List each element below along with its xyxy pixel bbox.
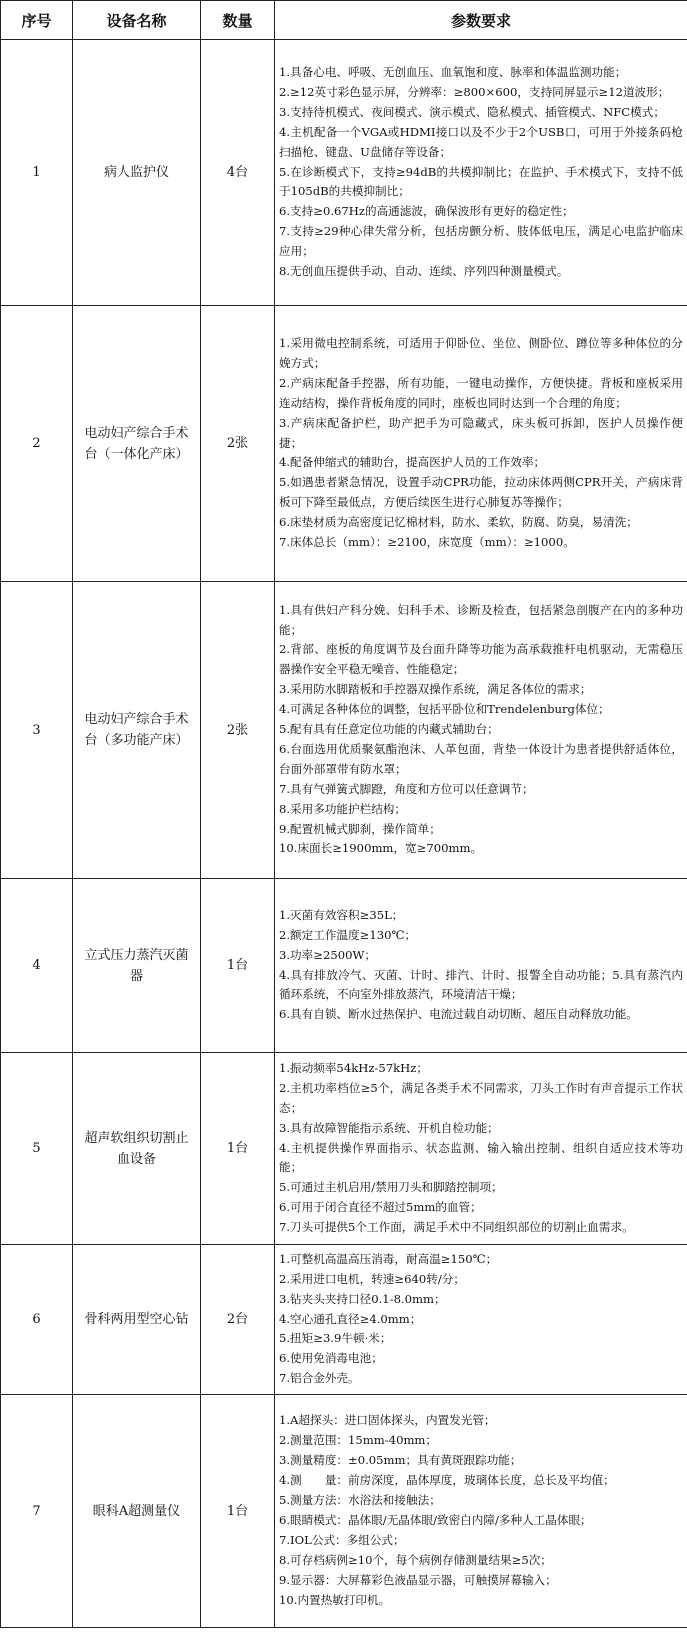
table-row	[1, 40, 687, 306]
requirement-item: 7.具有气弹簧式脚蹬，角度和方位可以任意调节；	[279, 781, 534, 796]
requirement-item: 4.可满足各种体位的调整，包括平卧位和Trendelenburg体位；	[279, 702, 610, 717]
requirement-item: 2.≥12英寸彩色显示屏，分辨率：≥800×600，支持同屏显示≥12道波形；	[279, 84, 670, 99]
requirement-item: 4.测 量：前房深度，晶体厚度，玻璃体长度，总长及平均值；	[279, 1473, 615, 1488]
row-requirements	[275, 306, 687, 582]
row-name: 眼科A超测量仪	[73, 1395, 201, 1628]
requirement-item: 5.在诊断模式下，支持≥94dB的共模抑制比；在监护、手术模式下，支持不低于105dB的共模抑制比；	[279, 164, 683, 199]
requirement-item: 4.具有排放冷气、灭菌、计时、排汽、计时、报警全自动功能；5.具有蒸汽内循环系统，不向室外排放蒸汽，环境清洁干燥；	[279, 967, 683, 1002]
row-index: 1	[1, 40, 73, 306]
requirement-item: 8.采用多功能护栏结构；	[279, 801, 406, 816]
requirement-item: 1.灭菌有效容积≥35L；	[279, 907, 404, 922]
header-row	[1, 1, 687, 40]
requirement-item: 6.眼睛模式：晶体眼/无晶体眼/致密白内障/多种人工晶体眼；	[279, 1513, 592, 1527]
header-requirements: 参数要求	[275, 1, 687, 40]
requirement-item: 1.可整机高温高压消毒，耐高温≥150℃；	[279, 1251, 498, 1266]
table-row	[1, 1245, 687, 1395]
requirement-item: 6.使用免消毒电池；	[279, 1351, 383, 1366]
row-qty: 2张	[201, 306, 275, 582]
requirement-item: 3.功率≥2500W；	[279, 947, 376, 962]
table-row	[1, 306, 687, 582]
requirement-item: 4.空心通孔直径≥4.0mm；	[279, 1311, 422, 1326]
requirement-item: 2.背部、座板的角度调节及台面升降等功能为高承载推杆电机驱动，无需稳压器操作安全平稳无噪音、性能稳定；	[279, 642, 683, 677]
requirement-item: 10.内置热敏打印机。	[279, 1592, 391, 1607]
header-name: 设备名称	[73, 1, 201, 40]
table-row	[1, 879, 687, 1053]
requirement-item: 5.如遇患者紧急情况，设置手动CPR功能，拉动床体两侧CPR开关，产病床背板可下降至最低点，方便后续医生进行心肺复苏等操作；	[279, 475, 683, 510]
requirement-item: 3.采用防水脚踏板和手控器双操作系统，满足各体位的需求；	[279, 682, 592, 697]
table-row	[1, 1395, 687, 1628]
requirement-item: 7.支持≥29种心律失常分析，包括房颤分析、肢体低电压，满足心电监护临床应用；	[279, 224, 683, 259]
requirement-item: 1.采用微电控制系统，可适用于仰卧位、坐位、侧卧位、蹲位等多种体位的分娩方式；	[279, 336, 683, 370]
requirement-item: 2.主机功率档位≥5个，满足各类手术不同需求，刀头工作时有声音提示工作状态；	[279, 1080, 683, 1115]
row-name: 超声软组织切割止血设备	[73, 1053, 201, 1245]
row-index: 4	[1, 879, 73, 1053]
requirement-item: 3.钻夹头夹持口径0.1-8.0mm；	[279, 1291, 446, 1306]
header-qty: 数量	[201, 1, 275, 40]
row-requirements	[275, 582, 687, 879]
requirement-item: 4.主机配备一个VGA或HDMI接口以及不少于2个USB口，可用于外接条码枪扫描枪、键盘、U盘储存等设备；	[279, 124, 683, 159]
requirement-item: 7.IOL公式：多组公式；	[279, 1532, 405, 1547]
row-name: 电动妇产综合手术台（一体化产床）	[73, 306, 201, 582]
requirement-item: 2.采用进口电机，转速≥640转/分；	[279, 1271, 465, 1286]
requirement-item: 3.产病床配备护栏，助产把手为可隐藏式，床头板可拆卸，医护人员操作便捷；	[279, 415, 683, 450]
requirement-item: 4.配备伸缩式的辅助台，提高医护人员的工作效率；	[279, 455, 546, 470]
requirement-item: 6.可用于闭合直径不超过5mm的血管；	[279, 1200, 482, 1215]
requirement-item: 7.刀头可提供5个工作面，满足手术中不同组织部位的切割止血需求。	[279, 1220, 634, 1235]
row-requirements	[275, 1245, 687, 1395]
row-qty: 2张	[201, 582, 275, 879]
requirement-item: 8.可存档病例≥10个，每个病例存储测量结果≥5次；	[279, 1552, 552, 1567]
requirement-item: 3.具有故障智能指示系统、开机自检功能；	[279, 1120, 499, 1135]
row-name: 立式压力蒸汽灭菌器	[73, 879, 201, 1053]
row-qty: 1台	[201, 879, 275, 1053]
requirement-item: 5.可通过主机启用/禁用刀头和脚踏控制项；	[279, 1180, 503, 1195]
requirement-item: 3.支持待机模式、夜间模式、演示模式、隐私模式、插管模式、NFC模式；	[279, 104, 665, 119]
table-body	[1, 40, 687, 1628]
requirement-item: 5.扭矩≥3.9牛顿·米；	[279, 1331, 392, 1346]
row-qty: 4台	[201, 40, 275, 306]
header-index: 序号	[1, 1, 73, 40]
requirement-item: 7.铝合金外壳。	[279, 1371, 360, 1386]
row-index: 5	[1, 1053, 73, 1245]
row-index: 6	[1, 1245, 73, 1395]
requirement-item: 7.床体总长（mm）：≥2100，床宽度（mm）：≥1000。	[279, 535, 575, 550]
requirement-item: 1.具备心电、呼吸、无创血压、血氧饱和度、脉率和体温监测功能；	[279, 65, 627, 80]
row-index: 7	[1, 1395, 73, 1628]
row-requirements	[275, 1395, 687, 1628]
requirement-item: 6.台面选用优质聚氨酯泡沫、人革包面，背垫一体设计为患者提供舒适体位，台面外部罩带有防水罩；	[279, 741, 683, 776]
row-name: 电动妇产综合手术台（多功能产床）	[73, 582, 201, 879]
requirement-item: 6.床垫材质为高密度记忆棉材料，防水、柔软，防腐、防臭，易清洗；	[279, 515, 638, 530]
row-name: 骨科两用型空心钻	[73, 1245, 201, 1395]
row-index: 2	[1, 306, 73, 582]
requirement-item: 1.具有供妇产科分娩、妇科手术、诊断及检查，包括紧急剖腹产在内的多种功能；	[279, 602, 683, 637]
requirement-item: 2.额定工作温度≥130℃；	[279, 927, 417, 942]
row-requirements	[275, 1053, 687, 1245]
requirement-item: 9.显示器：大屏幕彩色液晶显示器，可触摸屏幕输入；	[279, 1572, 557, 1587]
requirement-item: 3.测量精度：±0.05mm；具有黄斑跟踪功能；	[279, 1453, 522, 1468]
requirement-item: 1.振动频率54kHz-57kHz；	[279, 1060, 428, 1075]
row-qty: 1台	[201, 1053, 275, 1245]
requirement-item: 6.支持≥0.67Hz的高通滤波，确保波形有更好的稳定性；	[279, 204, 574, 219]
row-index: 3	[1, 582, 73, 879]
requirement-item: 8.无创血压提供手动、自动、连续、序列四种测量模式。	[279, 264, 569, 279]
table-row	[1, 582, 687, 879]
requirement-item: 5.配有具有任意定位功能的内藏式辅助台；	[279, 722, 499, 737]
requirement-item: 6.具有自锁、断水过热保护、电流过载自动切断、超压自动释放功能。	[279, 1007, 638, 1022]
requirement-item: 2.产病床配备手控器，所有功能，一键电动操作，方便快捷。背板和座板采用连动结构，操作背板角度的同时，座板也同时达到一个合理的角度；	[279, 375, 683, 410]
row-requirements	[275, 40, 687, 306]
requirement-item: 9.配置机械式脚刹，操作简单；	[279, 821, 441, 836]
row-qty: 1台	[201, 1395, 275, 1628]
requirement-item: 10.床面长≥1900mm，宽≥700mm。	[279, 841, 483, 856]
row-qty: 2台	[201, 1245, 275, 1395]
row-requirements	[275, 879, 687, 1053]
requirement-item: 2.测量范围：15mm-40mm；	[279, 1433, 438, 1448]
requirement-item: 4.主机提供操作界面指示、状态监测、输入输出控制、组织自适应技术等功能；	[279, 1140, 683, 1175]
row-name: 病人监护仪	[73, 40, 201, 306]
table-header	[1, 1, 687, 40]
requirement-item: 5.测量方法：水浴法和接触法；	[279, 1493, 441, 1508]
table-row	[1, 1053, 687, 1245]
requirement-item: 1.A超探头：进口固体探头，内置发光管；	[279, 1413, 496, 1428]
